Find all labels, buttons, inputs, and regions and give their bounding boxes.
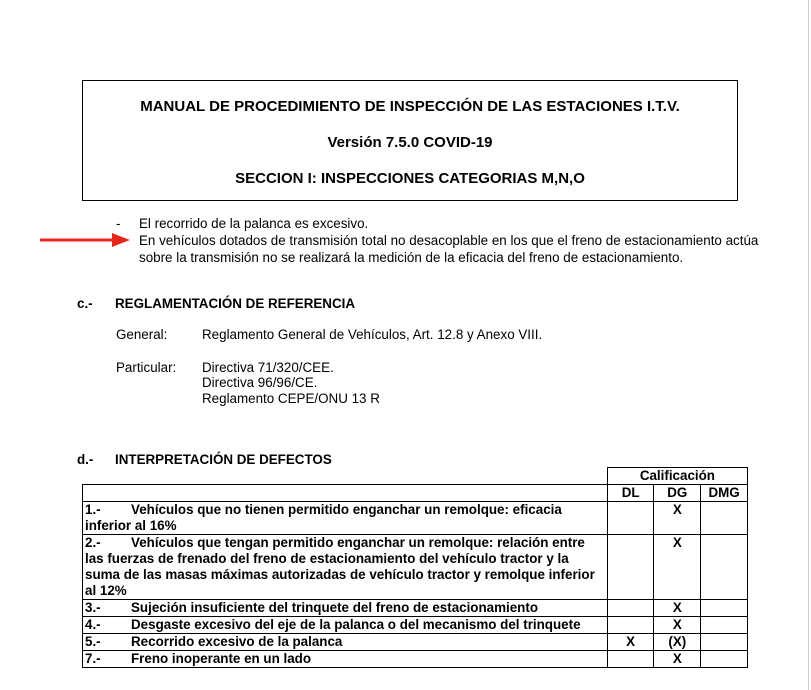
- bullet-item-2: En vehículos dotados de transmisión total no desacoplable en los que el freno de estacionamiento actúa sobre la transmisión no se realizará la medición de la eficacia del freno de estacionamiento.: [139, 233, 759, 265]
- mark-dmg: [701, 651, 748, 668]
- defect-number: 7.-: [85, 651, 101, 666]
- mark-dg: X: [654, 502, 701, 535]
- defect-number: 5.-: [85, 634, 101, 649]
- defect-description: [83, 502, 608, 535]
- mark-dg: (X): [654, 634, 701, 651]
- table-row: [83, 651, 748, 668]
- defect-description: [83, 600, 608, 617]
- mark-dg: X: [654, 535, 701, 600]
- page-edge: [808, 0, 809, 690]
- table-row: [83, 617, 748, 634]
- mark-dg: X: [654, 617, 701, 634]
- mark-dg: X: [654, 651, 701, 668]
- defect-number: 2.-: [85, 535, 101, 550]
- table-row: [83, 502, 748, 535]
- general-value: Reglamento General de Vehículos, Art. 12.8 y Anexo VIII.: [202, 327, 543, 342]
- defect-text: Freno inoperante en un lado: [131, 651, 312, 666]
- mark-dl: [607, 617, 654, 634]
- mark-dl: [607, 535, 654, 600]
- column-dl: DL: [607, 485, 654, 502]
- header-blank: [83, 468, 608, 485]
- defect-text: Vehículos que tengan permitido enganchar un remolque: relación entre las fuerzas de frenado del freno de estacionamiento del vehículo tractor y la suma de las masas máximas autorizadas de vehículo tractor y remolque inferior al 12%: [85, 535, 595, 598]
- version-label: Versión 7.5.0 COVID-19: [327, 134, 493, 151]
- section-label: SECCION I: INSPECCIONES CATEGORIAS M,N,O: [235, 170, 585, 187]
- particular-label: Particular:: [116, 360, 177, 375]
- defects-table: [82, 467, 748, 668]
- defect-text: Recorrido excesivo de la palanca: [131, 634, 343, 649]
- red-arrow-icon: [40, 233, 130, 247]
- defect-description: [83, 634, 608, 651]
- header-desc-cell: [83, 485, 608, 502]
- defect-number: 1.-: [85, 502, 101, 517]
- mark-dl: X: [607, 634, 654, 651]
- bullet-item-1: El recorrido de la palanca es excesivo.: [139, 216, 369, 231]
- particular-value-3: Reglamento CEPE/ONU 13 R: [202, 391, 380, 406]
- mark-dl: [607, 651, 654, 668]
- document-header: [82, 80, 738, 201]
- table-row: [83, 634, 748, 651]
- section-d-number: d.-: [77, 452, 94, 467]
- mark-dg: X: [654, 600, 701, 617]
- mark-dl: [607, 502, 654, 535]
- defect-number: 4.-: [85, 617, 101, 632]
- defect-number: 3.-: [85, 600, 101, 615]
- general-label: General:: [116, 327, 168, 342]
- defect-text: Sujeción insuficiente del trinquete del freno de estacionamiento: [131, 600, 539, 615]
- mark-dmg: [701, 600, 748, 617]
- defect-description: [83, 651, 608, 668]
- section-d-title: INTERPRETACIÓN DE DEFECTOS: [115, 452, 332, 467]
- mark-dmg: [701, 535, 748, 600]
- manual-title: MANUAL DE PROCEDIMIENTO DE INSPECCIÓN DE LAS ESTACIONES I.T.V.: [140, 98, 680, 115]
- defect-description: [83, 617, 608, 634]
- mark-dmg: [701, 617, 748, 634]
- bullet-dash: -: [116, 216, 121, 231]
- particular-value-1: Directiva 71/320/CEE.: [202, 360, 334, 375]
- section-c-number: c.-: [77, 296, 93, 311]
- column-dmg: DMG: [701, 485, 748, 502]
- table-row: [83, 535, 748, 600]
- table-row: [83, 600, 748, 617]
- section-c-title: REGLAMENTACIÓN DE REFERENCIA: [115, 296, 356, 311]
- mark-dl: [607, 600, 654, 617]
- defect-text: Vehículos que no tienen permitido enganchar un remolque: eficacia inferior al 16%: [85, 502, 562, 533]
- calificacion-header: Calificación: [607, 468, 747, 485]
- particular-value-2: Directiva 96/96/CE.: [202, 375, 318, 390]
- column-dg: DG: [654, 485, 701, 502]
- defect-description: [83, 535, 608, 600]
- defect-text: Desgaste excesivo del eje de la palanca o del mecanismo del trinquete: [131, 617, 581, 632]
- mark-dmg: [701, 634, 748, 651]
- defect-rows: [83, 502, 748, 668]
- mark-dmg: [701, 502, 748, 535]
